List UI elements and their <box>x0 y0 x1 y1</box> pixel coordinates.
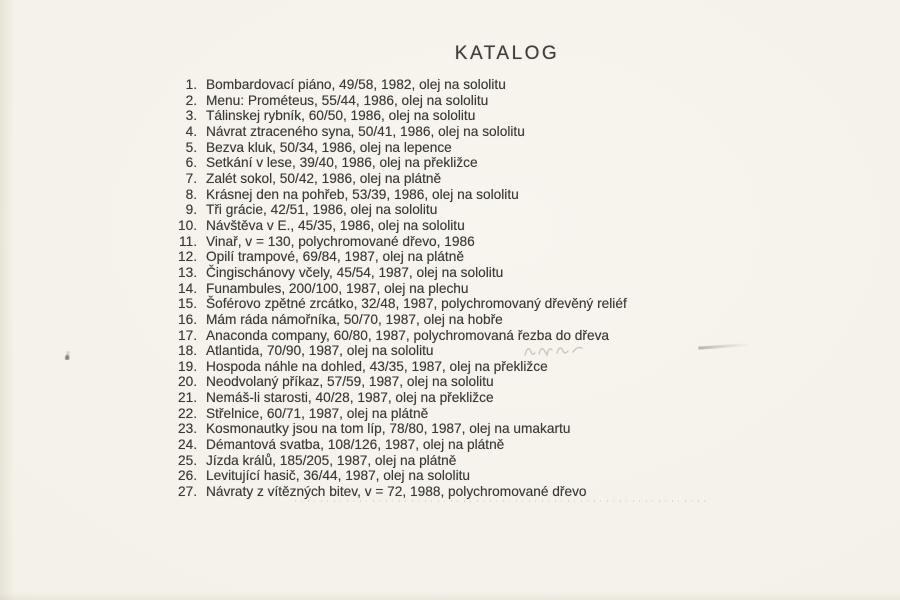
entry-text: Démantová svatba, 108/126, 1987, olej na plátně <box>206 437 505 453</box>
entry-number: 12. <box>177 249 197 265</box>
entry-text: Návrat ztraceného syna, 50/41, 1986, olej na sololitu <box>206 123 525 139</box>
entry-text: Opilí trampové, 69/84, 1987, olej na plátně <box>206 249 464 265</box>
entry-number: 19. <box>177 358 197 374</box>
list-item <box>0 281 627 297</box>
scan-noise <box>295 500 705 502</box>
entry-text: Tři grácie, 42/51, 1986, olej na sololitu <box>206 202 438 218</box>
entry-number: 2. <box>185 92 197 108</box>
entry-number: 4. <box>185 123 197 139</box>
entry-number: 11. <box>178 233 197 249</box>
list-item <box>0 484 627 500</box>
entry-text: Zalét sokol, 50/42, 1986, olej na plátně <box>206 170 442 186</box>
list-item <box>0 218 627 234</box>
entry-text: Menu: Prométeus, 55/44, 1986, olej na sololitu <box>206 92 489 108</box>
list-item <box>0 171 627 187</box>
page-title: KATALOG <box>454 42 560 64</box>
list-item <box>0 265 627 281</box>
entry-text: Šoférovo zpětné zrcátko, 32/48, 1987, polychromovaný dřevěný reliéf <box>206 296 627 312</box>
entry-text: Nemáš-li starosti, 40/28, 1987, olej na překližce <box>206 390 494 406</box>
entry-number: 8. <box>185 186 197 202</box>
list-item <box>0 140 627 156</box>
entry-text: Atlantida, 70/90, 1987, olej na sololitu <box>206 343 434 359</box>
entry-number: 9. <box>185 202 197 218</box>
entry-number: 16. <box>177 311 197 327</box>
entry-text: Tálinskej rybník, 60/50, 1986, olej na sololitu <box>206 108 476 124</box>
list-item <box>0 406 627 422</box>
entry-number: 23. <box>177 421 197 437</box>
entry-number: 1. <box>185 77 197 92</box>
entry-number: 5. <box>185 139 197 155</box>
entry-number: 3. <box>185 108 197 124</box>
page-bottom-shadow <box>0 592 900 600</box>
list-item <box>0 468 627 484</box>
list-item <box>0 249 627 265</box>
entry-text: Návštěva v E., 45/35, 1986, olej na sololitu <box>206 217 465 233</box>
pencil-scribble-mark <box>521 339 593 361</box>
entry-text: Čingischánovy včely, 45/54, 1987, olej na sololitu <box>206 264 504 280</box>
list-item <box>0 453 627 469</box>
entry-number: 10. <box>177 217 197 233</box>
entry-number: 21. <box>177 390 197 406</box>
entry-number: 26. <box>177 468 197 484</box>
entry-text: Mám ráda námořníka, 50/70, 1987, olej na hobře <box>206 311 503 327</box>
entry-text: Hospoda náhle na dohled, 43/35, 1987, olej na překližce <box>206 358 548 374</box>
entry-number: 6. <box>185 155 197 171</box>
list-item <box>0 359 627 375</box>
entry-number: 7. <box>185 170 197 186</box>
list-item <box>0 437 627 453</box>
list-item <box>0 93 627 109</box>
entry-number: 25. <box>177 452 197 468</box>
entry-text: Krásnej den na pohřeb, 53/39, 1986, olej na sololitu <box>206 186 519 202</box>
list-item <box>0 108 627 124</box>
entry-number: 18. <box>177 343 197 359</box>
list-item <box>0 234 627 250</box>
catalog-list <box>0 77 627 500</box>
list-item <box>0 77 627 93</box>
entry-text: Anaconda company, 60/80, 1987, polychromovaná řezba do dřeva <box>206 327 610 343</box>
entry-text: Střelnice, 60/71, 1987, olej na plátně <box>206 405 429 421</box>
entry-text: Funambules, 200/100, 1987, olej na plechu <box>206 280 469 296</box>
entry-text: Setkání v lese, 39/40, 1986, olej na překližce <box>206 155 478 171</box>
entry-number: 14. <box>177 280 197 296</box>
entry-number: 20. <box>177 374 197 390</box>
entry-text: Neodvolaný příkaz, 57/59, 1987, olej na sololitu <box>206 374 494 390</box>
entry-text: Kosmonautky jsou na tom líp, 78/80, 1987, olej na umakartu <box>206 421 571 437</box>
list-item <box>0 155 627 171</box>
entry-number: 17. <box>177 327 197 343</box>
list-item <box>0 202 627 218</box>
list-item <box>0 187 627 203</box>
list-item <box>0 421 627 437</box>
entry-text: Jízda králů, 185/205, 1987, olej na plátně <box>206 452 457 468</box>
list-item <box>0 124 627 140</box>
list-item <box>0 312 627 328</box>
entry-text: Návraty z vítězných bitev, v = 72, 1988, polychromované dřevo <box>206 484 587 500</box>
entry-number: 22. <box>177 405 197 421</box>
entry-text: Bombardovací piáno, 49/58, 1982, olej na sololitu <box>206 77 506 92</box>
list-item <box>0 390 627 406</box>
entry-number: 13. <box>177 264 197 280</box>
entry-number: 15. <box>177 296 197 312</box>
entry-text: Vinař, v = 130, polychromované dřevo, 1986 <box>206 233 475 249</box>
entry-text: Bezva kluk, 50/34, 1986, olej na lepence <box>206 139 452 155</box>
entry-number: 27. <box>177 484 197 500</box>
entry-text: Levitující hasič, 36/44, 1987, olej na sololitu <box>206 468 471 484</box>
gray-streak <box>698 343 748 350</box>
list-item <box>0 296 627 312</box>
list-item <box>0 374 627 390</box>
entry-number: 24. <box>177 437 197 453</box>
